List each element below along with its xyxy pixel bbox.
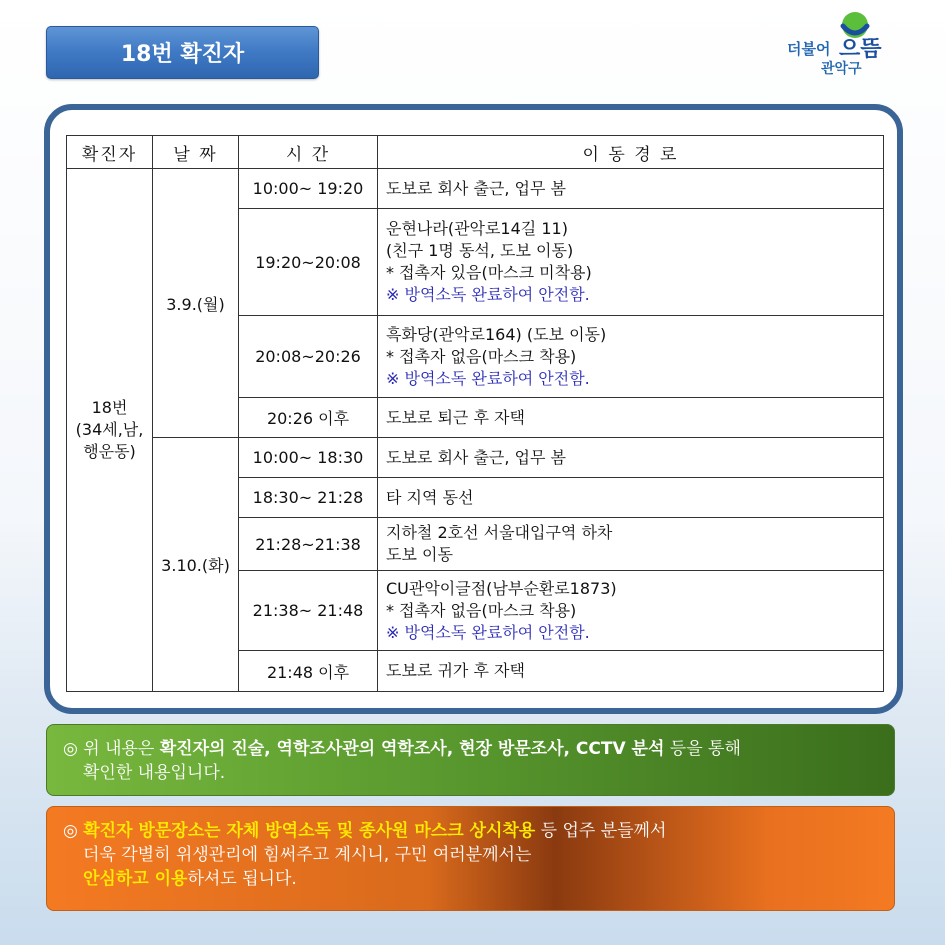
header-time: 시 간 — [239, 136, 378, 169]
disinfection-note: ※ 방역소독 완료하여 안전함. — [386, 368, 590, 388]
time-cell: 10:00~ 19:20 — [239, 169, 378, 209]
time-cell: 21:28~21:38 — [239, 518, 378, 571]
date-cell: 3.9.(월) — [153, 169, 239, 438]
patient-info: (34세,남, — [75, 420, 144, 439]
note-prefix: ◎ 위 내용은 — [63, 739, 160, 759]
route-cell: 도보로 회사 출근, 업무 봄 — [378, 169, 884, 209]
note-highlight-2: 안심하고 이용 — [83, 869, 188, 889]
route-cell: 도보로 회사 출근, 업무 봄 — [378, 438, 884, 478]
time-cell: 21:48 이후 — [239, 651, 378, 692]
route-table — [66, 135, 884, 692]
header-route: 이 동 경 로 — [378, 136, 884, 169]
table-header-row — [67, 136, 884, 169]
time-cell: 20:26 이후 — [239, 398, 378, 438]
logo-text-1: 더불어 — [787, 40, 831, 58]
header-patient: 확진자 — [67, 136, 153, 169]
logo-text-big: 으뜸 — [839, 37, 882, 62]
disinfection-note: ※ 방역소독 완료하여 안전함. — [386, 285, 590, 304]
safety-note — [46, 806, 895, 911]
header-date: 날 짜 — [153, 136, 239, 169]
time-cell: 18:30~ 21:28 — [239, 478, 378, 518]
route-cell: 지하철 2호선 서울대입구역 하차 도보 이동 — [378, 518, 884, 571]
note-highlight: 확진자 방문장소는 자체 방역소독 및 종사원 마스크 상시착용 — [83, 821, 536, 841]
page-title: 18번 확진자 — [46, 26, 319, 79]
route-cell: CU관악이글점(남부순환로1873) * 접촉자 없음(마스크 착용) ※ 방역소독 완료하여 안전함. — [378, 571, 884, 651]
time-cell: 19:20~20:08 — [239, 209, 378, 316]
route-cell: 흑화당(관악로164) (도보 이동) * 접촉자 없음(마스크 착용) ※ 방역소독 완료하여 안전함. — [378, 316, 884, 398]
logo-text-2: 관악구 — [821, 61, 862, 77]
note-highlight: 확진자의 진술, 역학조사관의 역학조사, 현장 방문조사, CCTV 분석 — [159, 739, 665, 759]
patient-cell — [67, 169, 153, 692]
note-suffix: 등 업주 분들께서 — [535, 821, 667, 841]
table-row — [67, 169, 884, 209]
table-row — [67, 438, 884, 478]
disinfection-note: ※ 방역소독 완료하여 안전함. — [386, 622, 590, 642]
time-cell: 20:08~20:26 — [239, 316, 378, 398]
note-line-2: 더욱 각별히 위생관리에 힘써주고 계시니, 구민 여러분께서는 — [83, 845, 532, 865]
time-cell: 21:38~ 21:48 — [239, 571, 378, 651]
district-logo — [785, 10, 895, 80]
route-cell: 도보로 퇴근 후 자택 — [378, 398, 884, 438]
note-prefix: ◎ — [63, 821, 84, 841]
note-suffix: 등을 통해 — [664, 739, 741, 759]
route-cell: 도보로 귀가 후 자택 — [378, 651, 884, 692]
route-cell: 운현나라(관악로14길 11) (친구 1명 동석, 도보 이동) * 접촉자 있음(마스크 미착용) ※ 방역소독 완료하여 안전함. — [378, 209, 884, 316]
time-cell: 10:00~ 18:30 — [239, 438, 378, 478]
patient-area: 행운동) — [83, 442, 136, 461]
note-line-3: 하셔도 됩니다. — [187, 869, 297, 889]
note-line-2: 확인한 내용입니다. — [83, 763, 226, 783]
route-cell: 타 지역 동선 — [378, 478, 884, 518]
investigation-note — [46, 724, 895, 796]
patient-number: 18번 — [91, 398, 128, 417]
date-cell: 3.10.(화) — [153, 438, 239, 692]
